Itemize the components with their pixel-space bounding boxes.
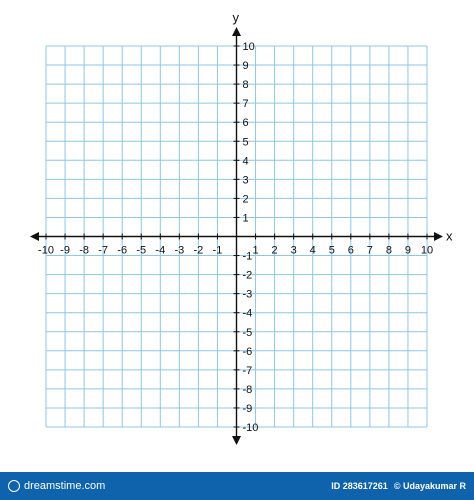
x-axis-arrow-right: [434, 232, 443, 241]
y-tick-label: 5: [242, 136, 249, 149]
x-tick-label: -3: [174, 244, 185, 257]
x-tick-label: -5: [136, 244, 147, 257]
y-tick-label: -1: [242, 250, 253, 263]
brand-logo: [8, 480, 105, 492]
y-axis-label: y: [232, 10, 239, 25]
brand-name: dreamstime.com: [24, 480, 106, 492]
x-tick-label: -8: [79, 244, 89, 257]
brand-circle-icon: [8, 480, 20, 492]
x-tick-label: -9: [60, 244, 70, 257]
tick-labels: [38, 41, 433, 434]
x-tick-label: 4: [309, 244, 316, 257]
axes: [30, 27, 443, 445]
y-tick-label: 3: [242, 174, 249, 187]
x-axis-label: x: [446, 228, 453, 244]
y-tick-label: 6: [242, 117, 249, 130]
y-tick-label: 2: [242, 193, 249, 206]
x-tick-label: -6: [117, 244, 128, 257]
y-tick-label: 4: [242, 155, 249, 168]
x-tick-label: -1: [212, 244, 223, 257]
x-tick-label: 1: [252, 244, 259, 257]
x-tick-label: 10: [420, 244, 434, 257]
y-tick-label: -9: [242, 402, 253, 415]
x-tick-label: -2: [193, 244, 204, 257]
y-axis-arrow-up: [232, 27, 241, 36]
x-tick-label: -7: [98, 244, 109, 257]
x-tick-label: 8: [385, 244, 392, 257]
y-tick-label: -10: [242, 422, 259, 434]
y-tick-label: -2: [242, 269, 253, 282]
stock-footer: [0, 472, 474, 500]
x-tick-label: 7: [366, 244, 373, 257]
y-tick-label: -8: [242, 383, 253, 396]
y-tick-label: 7: [242, 98, 249, 111]
y-axis-arrow-down: [232, 436, 241, 445]
x-tick-label: 3: [290, 244, 297, 257]
y-tick-label: -3: [242, 288, 253, 301]
stock-info: [331, 481, 466, 491]
y-tick-label: -5: [242, 326, 253, 339]
image-id: ID 283617261: [331, 481, 388, 491]
y-tick-label: 1: [242, 212, 249, 225]
y-tick-label: 9: [242, 60, 249, 73]
x-tick-label: 2: [271, 244, 278, 257]
y-tick-label: -6: [242, 345, 253, 358]
x-axis-arrow-left: [30, 232, 39, 241]
y-tick-label: -7: [242, 364, 253, 377]
y-tick-label: 10: [242, 41, 255, 53]
x-tick-label: -10: [38, 244, 54, 257]
x-tick-label: -4: [155, 244, 166, 257]
y-tick-label: -4: [242, 307, 253, 320]
x-tick-label: 6: [347, 244, 354, 257]
y-tick-label: 8: [242, 79, 249, 92]
x-tick-label: 5: [328, 244, 335, 257]
x-tick-label: 9: [404, 244, 412, 257]
author-credit: © Udayakumar R: [393, 481, 466, 491]
